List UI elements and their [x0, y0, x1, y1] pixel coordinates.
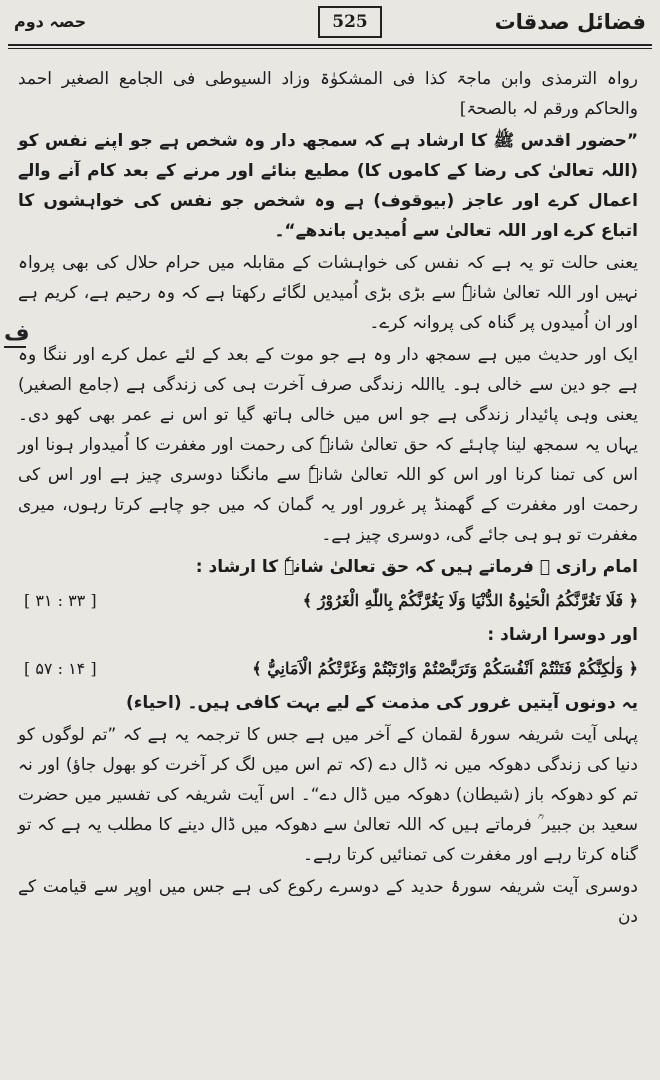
quran-verse-1 — [18, 586, 638, 616]
explanation-paragraph: یعنی حالت تو یہ ہے کہ نفس کی خواہشات کے مقابلہ میں حرام حلال کی بھی پرواہ نہیں اور اللہ تعالیٰ شانہٗ سے بڑی بڑی اُمیدیں لگائے رکھتا ہے کہ وہ رحیم ہے، کریم ہے اور ان اُمیدوں پر گناہ کی پروانہ کرے۔ — [18, 253, 638, 333]
hadith-translation: ”حضور اقدس ﷺ کا ارشاد ہے کہ سمجھ دار وہ شخص ہے جو اپنے نفس کو (اللہ تعالیٰ کی رضا کے کاموں کا) مطیع بنائے اور مرنے کے بعد کام آنے والے اعمال کرے اور عاجز (بیوقوف) ہے وہ شخص جو نفس کی خواہشوں کا اتباع کرے اور اللہ تعالیٰ سے اُمیدیں باندھے“۔ — [18, 131, 638, 241]
page-header — [0, 0, 660, 50]
first-verse-explanation: پہلی آیت شریفہ سورۂ لقمان کے آخر میں ہے جس کا ترجمہ یہ ہے کہ ”تم لوگوں کو دنیا کی زندگی دھوکہ میں نہ ڈال دے (کہ تم اس میں لگ کر آخرت کو بھول جاؤ) اور نہ تم کو دھوکہ باز (شیطان) دھوکہ میں ڈال دے“۔ اس آیت شریفہ کی تفسیر میں حضرت سعید بن جبیر ؒ فرماتے ہیں کہ اللہ تعالیٰ سے دھوکہ میں ڈال دینے کا مطلب یہ ہے کہ تو گناہ کرتا رہے اور مغفرت کی تمنائیں کرتا رہے۔ — [18, 725, 638, 865]
imam-razi-line: امام رازی ؒ فرماتے ہیں کہ حق تعالیٰ شانہٗ کا ارشاد : — [195, 557, 638, 577]
hadith-reference: رواہ الترمذی وابن ماجۃ کذا فی المشکوٰۃ وزاد السیوطی فی الجامع الصغیر احمد والحاکم ورقم لہ بالصحۃ] — [18, 69, 638, 119]
second-hadith-paragraph: ایک اور حدیث میں ہے سمجھ دار وہ ہے جو موت کے بعد کے لئے عمل کرے اور ننگا وہ ہے جو دین سے خالی ہو۔ یااللہ زندگی صرف آخرت ہی کی زندگی ہے (جامع الصغیر) یعنی وہی پائیدار زندگی ہے جو اس میں خالی ہاتھ گیا تو اس نے عمر بھی کھو دی۔ یہاں یہ سمجھ لینا چاہئے کہ حق تعالیٰ شانہٗ کی رحمت اور مغفرت کا اُمیدوار ہونا اور اس کی تمنا کرنا اور اس کو اللہ تعالیٰ شانہٗ سے مانگنا دوسری چیز ہے اور اس کی رحمت اور مغفرت کے گھمنڈ پر غرور اور یہ گمان کہ میں جو چاہے کرتا رہوں، میری مغفرت تو ہو ہی جائے گی، دوسری چیز ہے۔ — [18, 345, 638, 545]
verse-1-reference: [ ۳۱ : ۳۳ ] — [24, 591, 97, 610]
page-body — [18, 64, 638, 934]
header-rule — [8, 44, 652, 46]
verse-2-text: ﴿ وَلٰكِنَّكُمْ فَتَنْتُمْ اَنْفُسَكُمْ وَتَرَبَّصْتُمْ وَارْتَبْتُمْ وَغَرَّتْكُمُ الْاَمَانِيُّ ﴾ — [252, 659, 638, 678]
verse-1-text: ﴿ فَلَا تَغُرَّنَّكُمُ الْحَيٰوةُ الدُّنْيَا وَلَا يَغُرَّنَّكُمْ بِاللّٰهِ الْغَرُوْرُ ﴾ — [302, 591, 638, 610]
verses-conclusion: یہ دونوں آیتیں غرور کی مذمت کے لیے بہت کافی ہیں۔ (احیاء) — [125, 693, 638, 713]
second-irshad-line: اور دوسرا ارشاد : — [487, 625, 638, 645]
verse-2-reference: [ ۵۷ : ۱۴ ] — [24, 659, 97, 678]
page-number: 525 — [318, 6, 382, 38]
section-label: حصہ دوم — [14, 12, 87, 31]
header-rule-thin — [8, 48, 652, 49]
second-verse-explanation: دوسری آیت شریفہ سورۂ حدید کے دوسرے رکوع کی ہے جس میں اوپر سے قیامت کے دن — [18, 877, 638, 927]
book-title: فضائل صدقات — [494, 10, 646, 34]
fayda-marker: ف — [4, 321, 30, 346]
quran-verse-2 — [18, 654, 638, 684]
